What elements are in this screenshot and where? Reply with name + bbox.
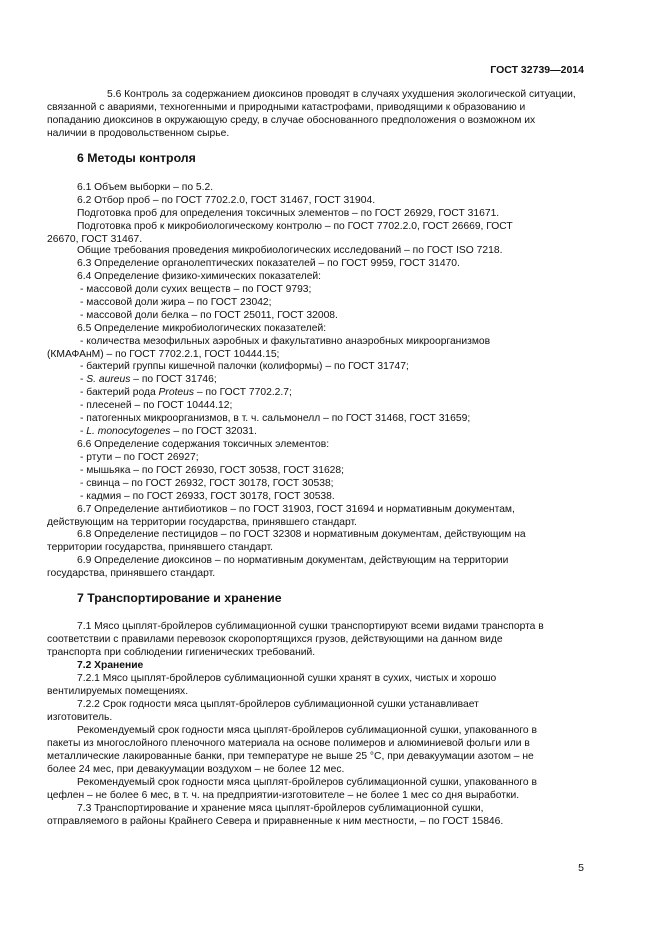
text-line: 6.9 Определение диоксинов – по нормативным документам, действующим на территории bbox=[77, 555, 509, 566]
list-item: - S. aureus – по ГОСТ 31746; bbox=[80, 374, 217, 385]
text-line: Подготовка проб к микробиологическому контролю – по ГОСТ 7702.2.0, ГОСТ 26669, ГОСТ bbox=[77, 221, 513, 232]
list-item: - количества мезофильных аэробных и факультативно анаэробных микроорганизмов bbox=[80, 336, 491, 347]
list-item: - массовой доли жира – по ГОСТ 23042; bbox=[80, 297, 272, 308]
text-line: Общие требования проведения микробиологических исследований – по ГОСТ ISO 7218. bbox=[77, 245, 503, 256]
text-line: металлические лакированные банки, при температуре не выше 25 °С, при девакуумации азотом – не bbox=[47, 751, 534, 762]
text-line: действующим на территории государства, принявшего стандарт. bbox=[47, 517, 357, 528]
text-line: 7.3 Транспортирование и хранение мяса цыплят-бройлеров сублимационной сушки, bbox=[77, 803, 484, 814]
list-item: - мышьяка – по ГОСТ 26930, ГОСТ 30538, ГОСТ 31628; bbox=[80, 465, 344, 476]
list-item: - L. monocytogenes – по ГОСТ 32031. bbox=[80, 426, 257, 437]
text-line: (КМАФАнМ) – по ГОСТ 7702.2.1, ГОСТ 10444.15; bbox=[47, 349, 280, 360]
text-line: связанной с авариями, техногенными и природными катастрофами, приводящими к образованию и bbox=[47, 102, 526, 113]
list-item: - свинца – по ГОСТ 26932, ГОСТ 30178, ГОСТ 30538; bbox=[80, 478, 334, 489]
list-item: - кадмия – по ГОСТ 26933, ГОСТ 30178, ГОСТ 30538. bbox=[80, 491, 335, 502]
text-line: 7.2.2 Срок годности мяса цыплят-бройлеров сублимационной сушки устанавливает bbox=[77, 699, 479, 710]
text-line: 6.5 Определение микробиологических показателей: bbox=[77, 323, 327, 334]
list-item: - плесеней – по ГОСТ 10444.12; bbox=[80, 400, 233, 411]
list-item: - массовой доли белка – по ГОСТ 25011, ГОСТ 32008. bbox=[80, 310, 338, 321]
text-line: 7.2.1 Мясо цыплят-бройлеров сублимационной сушки хранят в сухих, чистых и хорошо bbox=[77, 673, 497, 684]
subsection-title-7-2: 7.2 Хранение bbox=[77, 660, 144, 671]
list-item: - ртути – по ГОСТ 26927; bbox=[80, 452, 199, 463]
text-line: пакеты из многослойного пленочного материала на основе полимеров и алюминиевой фольги или в bbox=[47, 738, 530, 749]
text-line: 7.1 Мясо цыплят-бройлеров сублимационной сушки транспортируют всеми видами транспорта в bbox=[77, 621, 544, 632]
text-line: государства, принявшего стандарт. bbox=[47, 568, 216, 579]
list-item: - бактерий рода Proteus – по ГОСТ 7702.2.7; bbox=[80, 387, 292, 398]
section-title-6: 6 Методы контроля bbox=[77, 151, 196, 165]
text-line: отправляемого в районы Крайнего Севера и приравненные к ним местности, – по ГОСТ 15846. bbox=[47, 816, 504, 827]
text-line: территории государства, принявшего стандарт. bbox=[47, 542, 274, 553]
text-line: более 24 мес, при девакуумации воздухом – не более 12 мес. bbox=[47, 764, 345, 775]
text-line: наличии в продовольственном сырье. bbox=[47, 128, 230, 139]
text-line: 26670, ГОСТ 31467. bbox=[47, 234, 143, 245]
text-line: 6.3 Определение органолептических показателей – по ГОСТ 9959, ГОСТ 31470. bbox=[77, 258, 460, 269]
text-line: попаданию диоксинов в окружающую среду, в случае обоснованного предположения о возможном их bbox=[47, 115, 536, 126]
text-line: 6.8 Определение пестицидов – по ГОСТ 32308 и нормативным документам, действующим на bbox=[77, 529, 526, 540]
document-code: ГОСТ 32739—2014 bbox=[490, 64, 584, 76]
text-line: Рекомендуемый срок годности мяса цыплят-бройлеров сублимационной сушки, упакованного в bbox=[77, 777, 537, 788]
list-item: - бактерий группы кишечной палочки (колиформы) – по ГОСТ 31747; bbox=[80, 361, 409, 372]
section-title-7: 7 Транспортирование и хранение bbox=[77, 591, 282, 605]
list-item: - массовой доли сухих веществ – по ГОСТ 9793; bbox=[80, 284, 312, 295]
text-line: Рекомендуемый срок годности мяса цыплят-бройлеров сублимационной сушки, упакованного в bbox=[77, 725, 537, 736]
text-line: изготовитель. bbox=[47, 712, 113, 723]
text-line: 6.2 Отбор проб – по ГОСТ 7702.2.0, ГОСТ 31467, ГОСТ 31904. bbox=[77, 195, 376, 206]
text-line: 6.6 Определение содержания токсичных элементов: bbox=[77, 439, 330, 450]
text-line: Подготовка проб для определения токсичных элементов – по ГОСТ 26929, ГОСТ 31671. bbox=[77, 208, 500, 219]
text-line: соответствии с правилами перевозок скоропортящихся грузов, действующими на данном виде bbox=[47, 634, 503, 645]
text-line: цефлен – не более 6 мес, в т. ч. на предприятии-изготовителе – не более 1 мес со дня выработки. bbox=[47, 790, 520, 801]
text-line: 5.6 Контроль за содержанием диоксинов проводят в случаях ухудшения экологической ситуации, bbox=[107, 89, 576, 100]
list-item: - патогенных микроорганизмов, в т. ч. сальмонелл – по ГОСТ 31468, ГОСТ 31659; bbox=[80, 413, 471, 424]
text-line: 6.7 Определение антибиотиков – по ГОСТ 31903, ГОСТ 31694 и нормативным документам, bbox=[77, 504, 515, 515]
text-line: транспорта при соблюдении гигиенических требований. bbox=[47, 647, 316, 658]
text-line: 6.4 Определение физико-химических показателей: bbox=[77, 271, 322, 282]
text-line: вентилируемых помещениях. bbox=[47, 686, 189, 697]
text-line: 6.1 Объем выборки – по 5.2. bbox=[77, 182, 214, 193]
page-number: 5 bbox=[578, 862, 584, 874]
